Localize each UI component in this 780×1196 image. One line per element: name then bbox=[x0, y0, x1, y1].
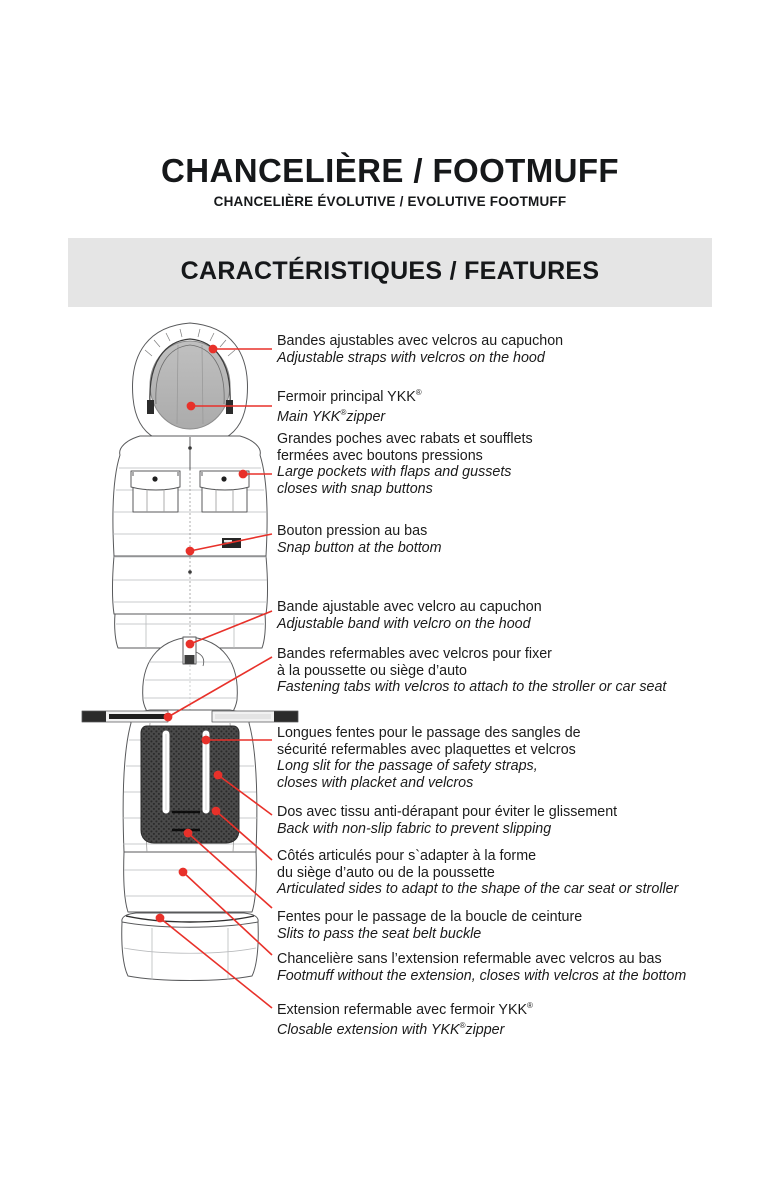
callout-fr-line: Fentes pour le passage de la boucle de ceinture bbox=[277, 909, 583, 925]
callout-fr-line: Bandes ajustables avec velcros au capuchon bbox=[277, 333, 564, 349]
callout-en-line: Long slit for the passage of safety straps, bbox=[277, 758, 538, 775]
callout-en-line: Back with non-slip fabric to prevent slipping bbox=[277, 820, 552, 837]
callout-safety-strap-slits bbox=[277, 725, 581, 791]
registered-mark: ® bbox=[415, 388, 422, 397]
callout-without-extension bbox=[277, 951, 686, 984]
callout-fr-line: Côtés articulés pour s`adapter à la forme bbox=[277, 848, 537, 864]
callout-fr-line: fermées avec boutons pressions bbox=[277, 447, 483, 464]
callout-fr-line: du siège d’auto ou de la poussette bbox=[277, 864, 495, 881]
front-view-drawing bbox=[113, 323, 268, 648]
page-title: CHANCELIÈRE / FOOTMUFF bbox=[161, 152, 619, 189]
callout-en-tail: zipper bbox=[346, 409, 386, 426]
callout-en-line: closes with placket and velcros bbox=[277, 774, 474, 791]
callout-fr-line: Bande ajustable avec velcro au capuchon bbox=[277, 599, 542, 615]
callout-en-line: Fastening tabs with velcros to attach to the stroller or car seat bbox=[277, 679, 667, 696]
callout-en-line: Snap button at the bottom bbox=[277, 539, 442, 556]
callout-belt-buckle-slits bbox=[277, 909, 582, 942]
callout-fr-line: Bouton pression au bas bbox=[277, 523, 428, 539]
callout-fr-line: Chancelière sans l’extension refermable avec velcros au bas bbox=[277, 951, 662, 967]
callout-fr-line: Bandes refermables avec velcros pour fixer bbox=[277, 646, 552, 662]
callout-en-line: Slits to pass the seat belt buckle bbox=[277, 925, 482, 942]
callout-closable-extension bbox=[277, 998, 533, 1039]
features-band-label: CARACTÉRISTIQUES / FEATURES bbox=[180, 257, 600, 285]
callout-hood-straps bbox=[277, 333, 563, 366]
callout-fr-line: Dos avec tissu anti-dérapant pour éviter le glissement bbox=[277, 804, 618, 820]
callout-en-text: Closable extension with YKK bbox=[277, 1022, 460, 1039]
callout-fr-line bbox=[277, 385, 422, 405]
registered-mark: ® bbox=[340, 408, 347, 418]
callout-en-line: Adjustable straps with velcros on the hood bbox=[277, 349, 545, 366]
callout-fr-line: à la poussette ou siège d’auto bbox=[277, 662, 467, 679]
callout-non-slip-back bbox=[277, 804, 617, 837]
registered-mark: ® bbox=[527, 1001, 533, 1010]
page-subtitle: CHANCELIÈRE ÉVOLUTIVE / EVOLUTIVE FOOTMUFF bbox=[213, 194, 567, 209]
callout-bottom-snap bbox=[277, 523, 442, 556]
callout-fr-line: sécurité refermables avec plaquettes et velcros bbox=[277, 741, 576, 758]
callout-en-line bbox=[277, 405, 422, 425]
callout-en-line: closes with snap buttons bbox=[277, 480, 433, 497]
callout-fr-line: Longues fentes pour le passage des sangles de bbox=[277, 725, 581, 741]
back-view-drawing bbox=[82, 637, 298, 981]
callout-en-text: Main YKK bbox=[277, 409, 341, 426]
callout-main-zipper bbox=[277, 385, 422, 426]
callout-en-line: Articulated sides to adapt to the shape of the car seat or stroller bbox=[277, 881, 679, 898]
callout-large-pockets bbox=[277, 431, 533, 497]
callout-fr-text: Extension refermable avec fermoir YKK bbox=[277, 1001, 528, 1018]
registered-mark: ® bbox=[459, 1021, 466, 1031]
callout-articulated-sides bbox=[277, 848, 678, 898]
callout-en-tail: zipper bbox=[465, 1022, 505, 1039]
callout-fr-text: Fermoir principal YKK bbox=[277, 388, 416, 405]
callout-en-line: Adjustable band with velcro on the hood bbox=[277, 615, 531, 632]
callout-hood-band bbox=[277, 599, 542, 632]
callout-en-line: Footmuff without the extension, closes with velcros at the bottom bbox=[277, 967, 687, 984]
callout-fastening-tabs bbox=[277, 646, 666, 696]
callout-fr-line bbox=[277, 998, 533, 1018]
callout-en-line: Large pockets with flaps and gussets bbox=[277, 464, 512, 481]
callout-fr-line: Grandes poches avec rabats et soufflets bbox=[277, 431, 533, 447]
callout-en-line bbox=[277, 1018, 533, 1038]
